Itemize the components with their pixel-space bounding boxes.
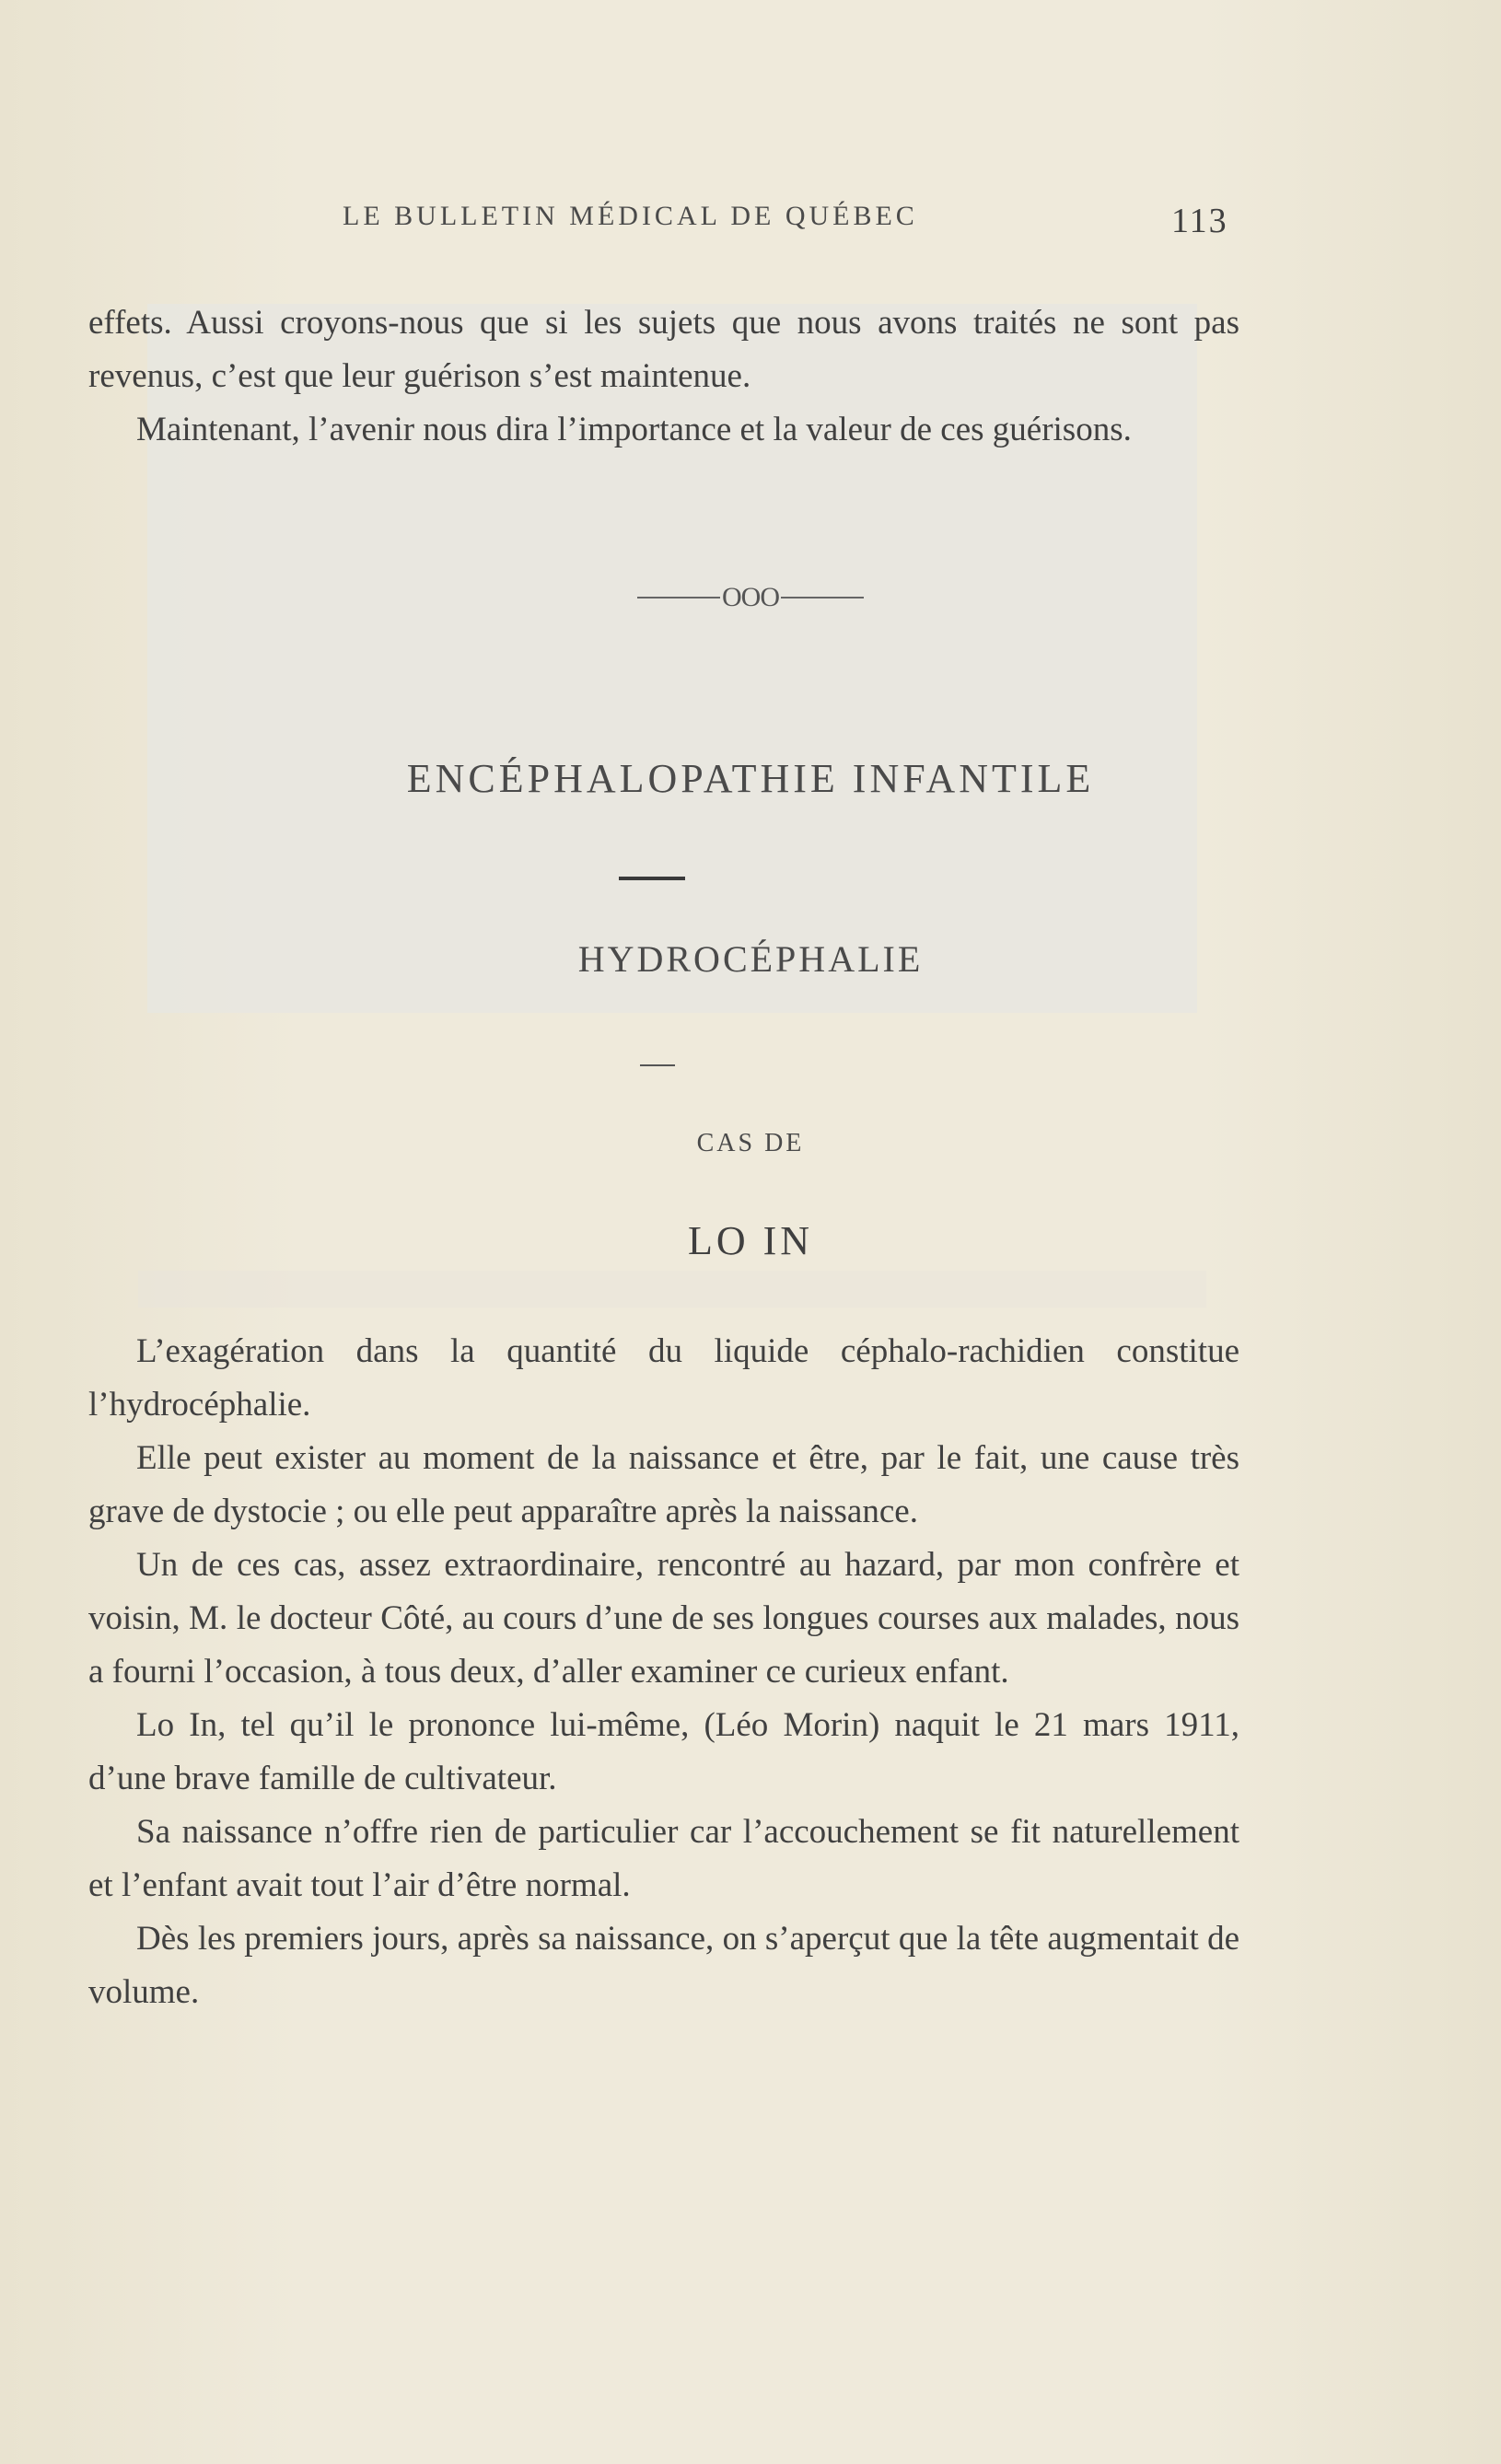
paragraph: Maintenant, l’avenir nous dira l’importance et la valeur de ces guérisons. xyxy=(136,411,1132,448)
section-separator xyxy=(0,580,1501,613)
subtitle-divider xyxy=(640,1064,675,1066)
paragraph: Dès les premiers jours, après sa naissance, on s’aperçut que la tête augmentait de volume. xyxy=(88,1920,1239,2011)
article-title: ENCÉPHALOPATHIE INFANTILE xyxy=(406,756,1095,801)
separator-mark: OOO xyxy=(722,582,779,613)
separator-rule-left xyxy=(637,597,720,599)
separator-rule-right xyxy=(781,597,864,599)
paragraph: Elle peut exister au moment de la naissance et être, par le fait, une cause très grave de dystocie ; ou elle peut apparaître après la naissance. xyxy=(88,1439,1239,1530)
case-label: CAS DE xyxy=(696,1129,805,1157)
paragraph: Un de ces cas, assez extraordinaire, rencontré au hazard, par mon confrère et voisin, M. le docteur Côté, au cours d’une de ses longues courses aux malades, nous a fourni l’occasion, à tous deux, d’aller examiner ce curieux enfant. xyxy=(88,1546,1239,1691)
paragraph: Sa naissance n’offre rien de particulier car l’accouchement se fit naturellement et l’enfant avait tout l’air d’être normal. xyxy=(88,1813,1239,1904)
top-text-block xyxy=(88,296,1239,457)
article-subtitle: HYDROCÉPHALIE xyxy=(577,938,924,980)
running-title: LE BULLETIN MÉDICAL DE QUÉBEC xyxy=(343,201,918,231)
paragraph: Lo In, tel qu’il le prononce lui-même, (Léo Morin) naquit le 21 mars 1911, d’une brave famille de cultivateur. xyxy=(88,1706,1239,1797)
inserted-paper-strip xyxy=(138,1271,1206,1308)
case-name: LO IN xyxy=(687,1218,814,1263)
title-divider xyxy=(619,877,685,880)
paragraph: L’exagération dans la quantité du liquide céphalo-rachidien constitue l’hydrocéphalie. xyxy=(88,1332,1239,1424)
running-header xyxy=(0,201,1501,238)
paragraph: effets. Aussi croyons-nous que si les sujets que nous avons traités ne sont pas revenus, c’est que leur guérison s’est maintenue. xyxy=(88,304,1239,395)
body-text-block xyxy=(88,1325,1239,2019)
page-number: 113 xyxy=(1171,202,1228,240)
